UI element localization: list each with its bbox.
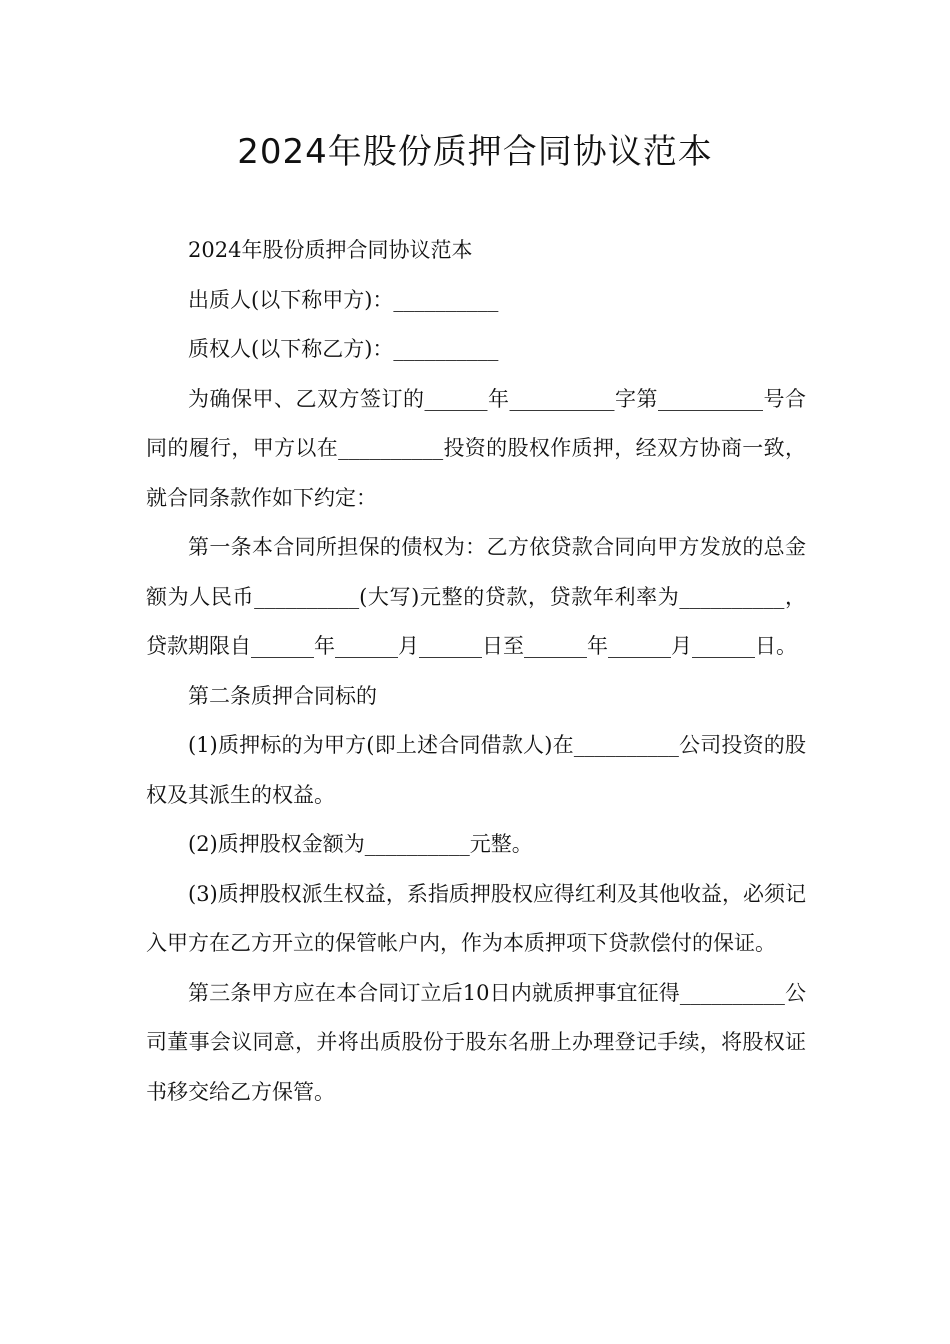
paragraph-heading: 2024年股份质押合同协议范本 <box>188 238 473 262</box>
paragraph-article-1: 第一条本合同所担保的债权为：乙方依贷款合同向甲方发放的总金额为人民币__________(大写)元整的贷款，贷款年利率为__________，贷款期限自______年______月______日至______年______月______日。 <box>146 535 806 658</box>
paragraph-pledgee: 质权人(以下称乙方)：__________ <box>188 337 499 361</box>
paragraph-preamble: 为确保甲、乙双方签订的______年__________字第__________号合同的履行，甲方以在__________投资的股权作质押，经双方协商一致，就合同条款作如下约定： <box>146 386 806 510</box>
paragraph-article-2-heading: 第二条质押合同标的 <box>188 683 377 708</box>
document-title: 2024年股份质押合同协议范本 <box>237 132 713 172</box>
document-body <box>146 226 806 1117</box>
paragraph-article-2-item-3: (3)质押股权派生权益，系指质押股权应得红利及其他收益，必须记入甲方在乙方开立的保管帐户内，作为本质押项下贷款偿付的保证。 <box>146 881 806 955</box>
paragraph-article-3: 第三条甲方应在本合同订立后10日内就质押事宜征得__________公司董事会议同意，并将出质股份于股东名册上办理登记手续，将股权证书移交给乙方保管。 <box>146 980 806 1104</box>
paragraph-article-2-item-1: (1)质押标的为甲方(即上述合同借款人)在__________公司投资的股权及其派生的权益。 <box>146 733 806 807</box>
paragraph-article-2-item-2: (2)质押股权金额为__________元整。 <box>188 832 533 856</box>
paragraph-pledgor: 出质人(以下称甲方)：__________ <box>188 287 499 312</box>
